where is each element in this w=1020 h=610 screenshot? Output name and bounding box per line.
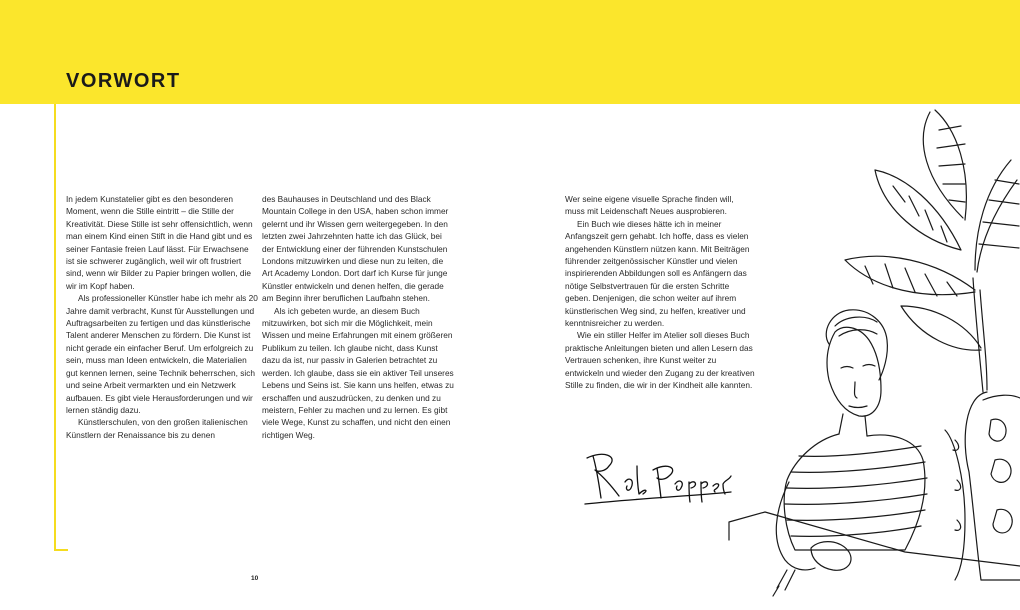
paragraph: Wie ein stiller Helfer im Atelier soll dieses Buch praktische Anleitungen bieten und allen Lesern das Vertrauen schenken, ihre Kunst weiter zu entwickeln und wieder den Zugang zu der kreativen Stille zu finden, die wir in der Kindheit alle kannten. — [565, 330, 755, 391]
signature-icon — [583, 446, 733, 506]
paragraph: des Bauhauses in Deutschland und des Black Mountain College in den USA, haben schon immer gelernt und ihr Wissen gern weitergegeben. In den letzten zwei Jahrzehnten hatte ich das Glück, bei der Entwicklung einer der führenden Kunstschulen Londons mitzuwirken und diese nun zu leiten, die Art Academy London. Dort darf ich Kurse für junge Künstler entwickeln und denen helfen, die gerade am Beginn ihrer beruflichen Laufbahn stehen. — [262, 194, 449, 304]
text-column-1 — [66, 193, 258, 441]
page-number: 10 — [251, 575, 259, 582]
paragraph: Wer seine eigene visuelle Sprache finden will, muss mit Leidenschaft Neues ausprobieren. — [565, 194, 734, 217]
paragraph: Als ich gebeten wurde, an diesem Buch mitzuwirken, bot sich mir die Möglichkeit, mein Wissen und meine Erfahrungen mit einem größeren Publikum zu teilen. Ich glaube nicht, dass Kunst dazu da ist, nur passiv in Galerien betrachtet zu werden. Ich glaube, dass sie ein aktiver Teil unseres Lebens und Seins ist. Sie kann uns helfen, etwas zu erschaffen und auszudrücken, zu denken und zu meistern, Fehler zu machen und zu lernen. Es gibt viele Wege, Kunst zu schaffen, und nicht den einen richtigen Weg. — [262, 305, 454, 440]
paragraph: Künstlerschulen, von den großen italienischen Künstlern der Renaissance bis zu denen — [66, 417, 248, 440]
paragraph: In jedem Kunstatelier gibt es den besonderen Moment, wenn die Stille eintritt – die Stille der Kreativität. Diese Stille ist sehr offensichtlich, wenn man einem Kind einen Stift in die Hand gibt und es seiner Fantasie freien Lauf lässt. Für Erwachsene ist sie schwerer zugänglich, weil wir oft frustriert sind, wenn wir Bilder zu Papier bringen wollen, die wir im Kopf haben. — [66, 194, 253, 291]
text-column-2 — [262, 193, 454, 441]
margin-rule-foot — [54, 549, 68, 551]
paragraph: Ein Buch wie dieses hätte ich in meiner Anfangszeit gern gehabt. Ich hoffe, dass es vielen angehenden Künstlern nützen kann. Mit Beiträgen führender zeitgenössischer Künstler und vielen inspirierenden Abbildungen soll es Anfängern das nötige Selbstvertrauen für die ersten Schritte geben. Denjenigen, die schon weiter auf ihrem künstlerischen Weg sind, zu helfen, kreativer und kenntnisreicher zu werden. — [565, 218, 750, 329]
margin-rule — [54, 104, 56, 550]
page-title: VORWORT — [66, 70, 181, 92]
paragraph: Als professioneller Künstler habe ich mehr als 20 Jahre damit verbracht, Kunst für Ausstellungen und Auftragsarbeiten zu fertigen und das künstlerische Talent anderer Menschen zu fördern. Die Kunst ist nicht gerade ein einfacher Beruf. Um erfolgreich zu sein, muss man Ideen entwickeln, die Materialien gut kennen lernen, seine Technik beherrschen, sich und seine Arbeit vermarkten und ein Netzwerk aufbauen. Es gibt viele Herausforderungen und wir lernen ständig dazu. — [66, 293, 258, 415]
artist-illustration-icon — [725, 100, 1020, 610]
